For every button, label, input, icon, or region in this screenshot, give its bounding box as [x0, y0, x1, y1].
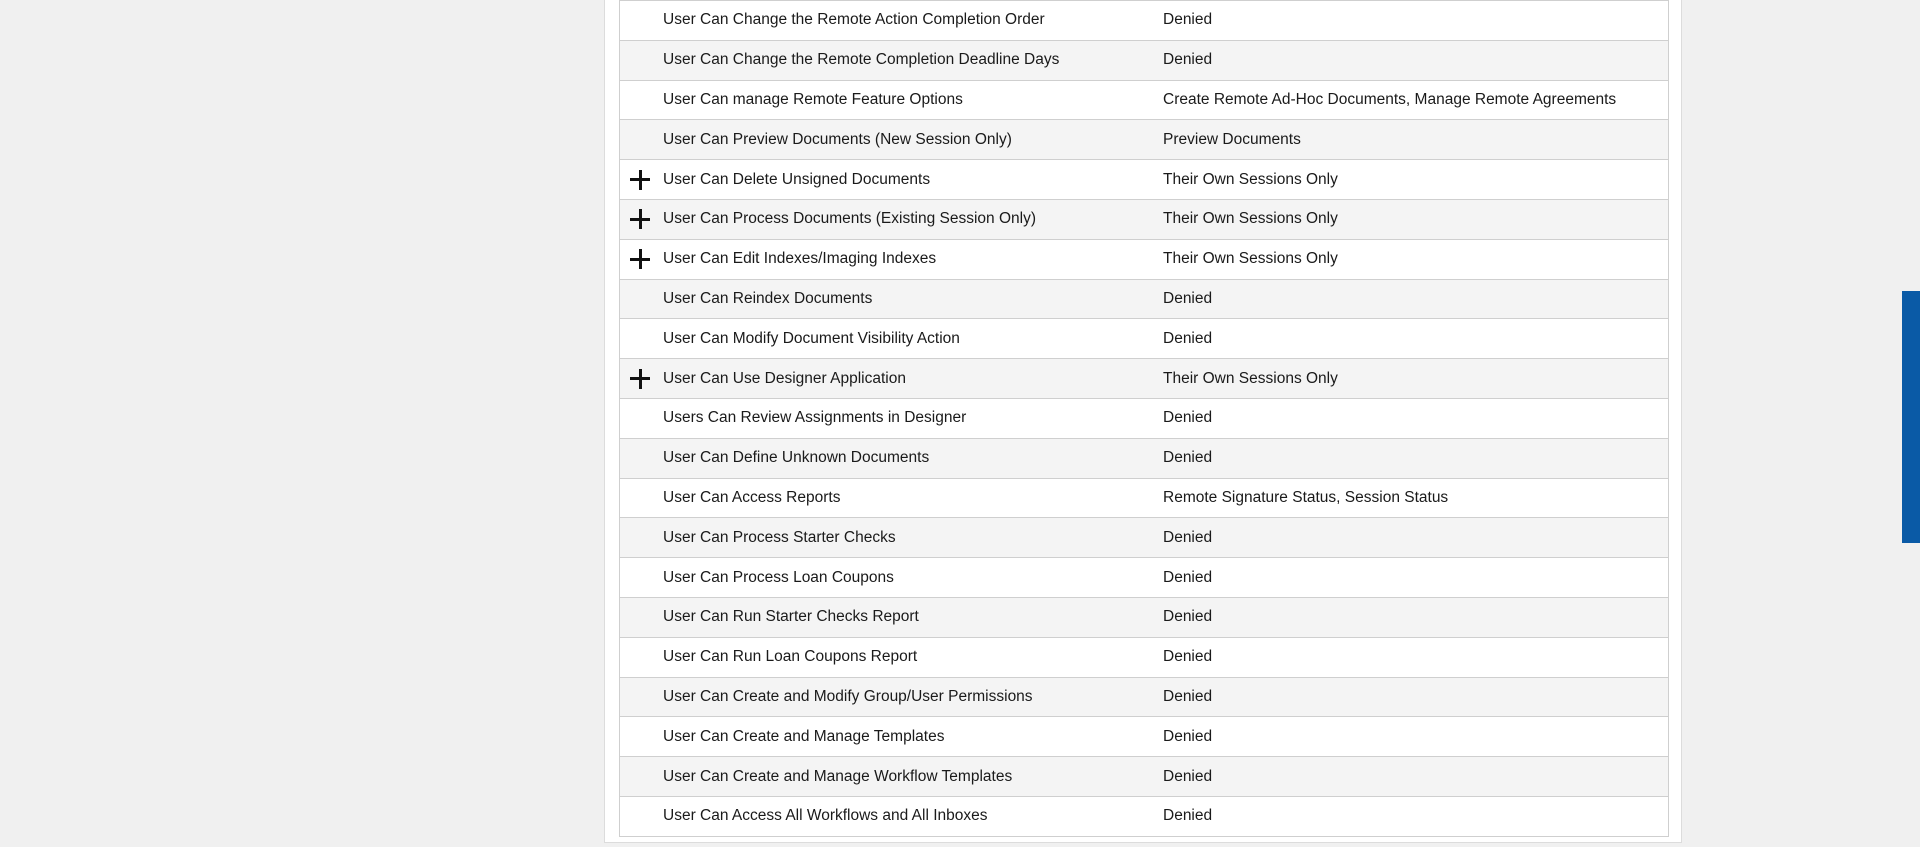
permission-row: [620, 279, 1668, 319]
permission-name: User Can Access All Workflows and All Inboxes: [663, 807, 988, 825]
permission-value: Their Own Sessions Only: [1163, 250, 1338, 268]
permission-name: User Can Reindex Documents: [663, 289, 873, 307]
permission-name: User Can Edit Indexes/Imaging Indexes: [663, 250, 937, 268]
permission-name: User Can Use Designer Application: [663, 369, 906, 387]
permission-value: Denied: [1163, 51, 1213, 69]
permission-value: Denied: [1163, 648, 1213, 666]
permission-name: User Can Run Loan Coupons Report: [663, 648, 918, 666]
permission-row: [620, 0, 1668, 40]
permission-name: User Can Process Loan Coupons: [663, 568, 894, 586]
permission-value: Denied: [1163, 528, 1213, 546]
permission-value: Denied: [1163, 11, 1213, 29]
permission-value: Denied: [1163, 409, 1213, 427]
permission-row: [620, 119, 1668, 159]
permission-name: User Can Run Starter Checks Report: [663, 608, 919, 626]
plus-icon[interactable]: [630, 209, 650, 229]
permission-name: User Can manage Remote Feature Options: [663, 90, 963, 108]
permission-row: [620, 517, 1668, 557]
permission-row: [620, 796, 1668, 836]
permission-name: User Can Preview Documents (New Session Only): [663, 130, 1012, 148]
plus-icon[interactable]: [630, 170, 650, 190]
permission-row: [620, 677, 1668, 717]
permission-row: [620, 478, 1668, 518]
permission-value: Denied: [1163, 608, 1213, 626]
permission-name: User Can Modify Document Visibility Action: [663, 329, 960, 347]
permission-row: [620, 756, 1668, 796]
permission-row: [620, 557, 1668, 597]
permission-value: Denied: [1163, 568, 1213, 586]
permissions-panel: [604, 0, 1682, 843]
permission-name: User Can Create and Manage Workflow Templates: [663, 767, 1013, 785]
permission-value: Denied: [1163, 687, 1213, 705]
permission-value: Denied: [1163, 329, 1213, 347]
permission-row: [620, 597, 1668, 637]
permission-row: [620, 398, 1668, 438]
permission-row: [620, 318, 1668, 358]
permission-name: User Can Change the Remote Completion Deadline Days: [663, 51, 1060, 69]
side-tab[interactable]: [1902, 291, 1920, 543]
permission-row: [620, 80, 1668, 120]
permission-name: User Can Create and Manage Templates: [663, 727, 945, 745]
permission-value: Denied: [1163, 807, 1213, 825]
permission-name: User Can Change the Remote Action Completion Order: [663, 11, 1045, 29]
permission-row[interactable]: [620, 199, 1668, 239]
permission-name: User Can Delete Unsigned Documents: [663, 170, 931, 188]
permission-name: User Can Define Unknown Documents: [663, 449, 930, 467]
permission-value: Remote Signature Status, Session Status: [1163, 488, 1449, 506]
permission-row: [620, 637, 1668, 677]
permission-value: Denied: [1163, 767, 1213, 785]
permission-name: User Can Access Reports: [663, 488, 841, 506]
permission-value: Their Own Sessions Only: [1163, 210, 1338, 228]
permission-value: Denied: [1163, 449, 1213, 467]
permission-value: Their Own Sessions Only: [1163, 170, 1338, 188]
plus-icon[interactable]: [630, 369, 650, 389]
permission-value: Denied: [1163, 289, 1213, 307]
permission-row[interactable]: [620, 239, 1668, 279]
plus-icon[interactable]: [630, 249, 650, 269]
permission-value: Create Remote Ad-Hoc Documents, Manage Remote Agreements: [1163, 90, 1617, 108]
permission-value: Their Own Sessions Only: [1163, 369, 1338, 387]
permissions-table: [619, 0, 1669, 837]
permission-name: Users Can Review Assignments in Designer: [663, 409, 967, 427]
permission-row: [620, 438, 1668, 478]
permission-value: Denied: [1163, 727, 1213, 745]
permission-row: [620, 716, 1668, 756]
permission-name: User Can Process Documents (Existing Session Only): [663, 210, 1036, 228]
permission-value: Preview Documents: [1163, 130, 1301, 148]
permission-name: User Can Process Starter Checks: [663, 528, 896, 546]
permission-row[interactable]: [620, 159, 1668, 199]
permission-name: User Can Create and Modify Group/User Permissions: [663, 687, 1033, 705]
permission-row: [620, 40, 1668, 80]
permission-row[interactable]: [620, 358, 1668, 398]
